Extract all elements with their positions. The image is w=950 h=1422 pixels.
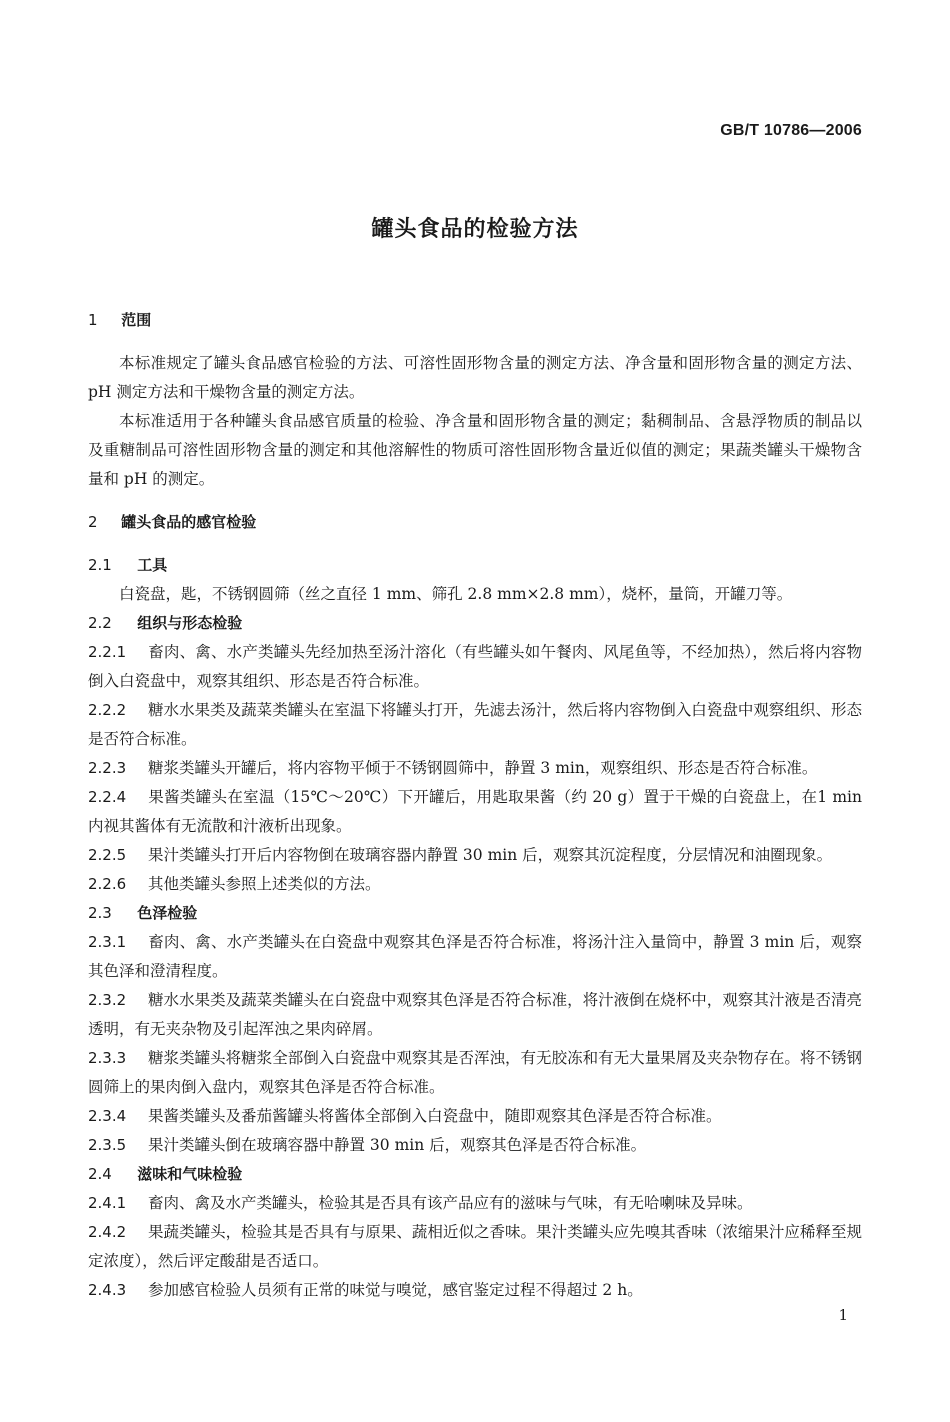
paragraph: 本标准规定了罐头食品感官检验的方法、可溶性固形物含量的测定方法、净含量和固形物含量的测定方法、pH 测定方法和干燥物含量的测定方法。	[88, 354, 862, 401]
clause-2-2-4	[88, 783, 862, 841]
clause-number: 2.3.4	[88, 1107, 127, 1125]
clause-2-4-3	[88, 1276, 862, 1305]
clause-text: 果酱类罐头及番茄酱罐头将酱体全部倒入白瓷盘中，随即观察其色泽是否符合标准。	[148, 1107, 722, 1125]
section-number: 2	[88, 513, 98, 531]
clause-text: 糖水水果类及蔬菜类罐头在白瓷盘中观察其色泽是否符合标准，将汁液倒在烧杯中，观察其汁液是否清亮透明，有无夹杂物及引起浑浊之果肉碎屑。	[88, 991, 862, 1038]
clause-2-2-1	[88, 638, 862, 696]
clause-2-2-5	[88, 841, 862, 870]
section-title: 范围	[121, 311, 152, 329]
section-title: 组织与形态检验	[137, 614, 243, 632]
clause-text: 果蔬类罐头，检验其是否具有与原果、蔬相近似之香味。果汁类罐头应先嗅其香味（浓缩果汁应稀释至规定浓度），然后评定酸甜是否适口。	[88, 1223, 862, 1270]
clause-number: 2.2.1	[88, 643, 127, 661]
clause-number: 2.4.1	[88, 1194, 127, 1212]
paragraph: 本标准适用于各种罐头食品感官质量的检验、净含量和固形物含量的测定；黏稠制品、含悬浮物质的制品以及重糖制品可溶性固形物含量的测定和其他溶解性的物质可溶性固形物含量近似值的测定；果蔬类罐头干燥物含量和 pH 的测定。	[88, 412, 862, 488]
standard-code: GB/T 10786—2006	[720, 122, 862, 139]
subsection-2-4-heading	[88, 1160, 862, 1189]
clause-text: 糖浆类罐头将糖浆全部倒入白瓷盘中观察其是否浑浊，有无胶冻和有无大量果屑及夹杂物存在。将不锈钢圆筛上的果肉倒入盘内，观察其色泽是否符合标准。	[88, 1049, 862, 1096]
clause-text: 果酱类罐头在室温（15℃～20℃）下开罐后，用匙取果酱（约 20 g）置于干燥的白瓷盘上，在1 min 内视其酱体有无流散和汁液析出现象。	[88, 788, 862, 835]
clause-number: 2.2.5	[88, 846, 127, 864]
clause-text: 其他类罐头参照上述类似的方法。	[148, 875, 381, 893]
clause-text: 畜肉、禽、水产类罐头在白瓷盘中观察其色泽是否符合标准，将汤汁注入量筒中，静置 3 min 后，观察其色泽和澄清程度。	[88, 933, 862, 980]
clause-2-3-4	[88, 1102, 862, 1131]
clause-text: 畜肉、禽、水产类罐头先经加热至汤汁溶化（有些罐头如午餐肉、风尾鱼等，不经加热），然后将内容物倒入白瓷盘中，观察其组织、形态是否符合标准。	[88, 643, 862, 690]
section-1-heading	[88, 306, 862, 335]
section-number: 2.2	[88, 614, 112, 632]
section-2-heading	[88, 508, 862, 537]
clause-number: 2.3.2	[88, 991, 127, 1009]
section-title: 色泽检验	[137, 904, 198, 922]
clause-number: 2.2.2	[88, 701, 127, 719]
clause-text: 糖浆类罐头开罐后，将内容物平倾于不锈钢圆筛中，静置 3 min，观察组织、形态是否符合标准。	[148, 759, 818, 777]
clause-number: 2.3.1	[88, 933, 127, 951]
clause-2-3-1	[88, 928, 862, 986]
clause-number: 2.2.4	[88, 788, 127, 806]
section-number: 2.1	[88, 556, 112, 574]
clause-number: 2.3.3	[88, 1049, 127, 1067]
subsection-2-2-heading	[88, 609, 862, 638]
clause-2-3-2	[88, 986, 862, 1044]
clause-2-3-5	[88, 1131, 862, 1160]
clause-text: 畜肉、禽及水产类罐头，检验其是否具有该产品应有的滋味与气味，有无哈喇味及异味。	[148, 1194, 753, 1212]
clause-text: 果汁类罐头打开后内容物倒在玻璃容器内静置 30 min 后，观察其沉淀程度，分层情况和油圈现象。	[148, 846, 833, 864]
section-number: 2.4	[88, 1165, 112, 1183]
section-number: 1	[88, 311, 98, 329]
paragraph: 白瓷盘，匙，不锈钢圆筛（丝之直径 1 mm、筛孔 2.8 mm×2.8 mm），烧杯，量筒，开罐刀等。	[119, 585, 793, 603]
section-title: 罐头食品的感官检验	[121, 513, 257, 531]
clause-2-2-6	[88, 870, 862, 899]
section-title: 滋味和气味检验	[137, 1165, 243, 1183]
clause-2-4-1	[88, 1189, 862, 1218]
clause-number: 2.4.2	[88, 1223, 127, 1241]
clause-text: 果汁类罐头倒在玻璃容器中静置 30 min 后，观察其色泽是否符合标准。	[148, 1136, 647, 1154]
clause-2-4-2	[88, 1218, 862, 1276]
section-title: 工具	[137, 556, 168, 574]
document-body	[88, 300, 862, 1305]
clause-text: 糖水水果类及蔬菜类罐头在室温下将罐头打开，先滤去汤汁，然后将内容物倒入白瓷盘中观察组织、形态是否符合标准。	[88, 701, 862, 748]
clause-2-2-2	[88, 696, 862, 754]
clause-2-3-3	[88, 1044, 862, 1102]
clause-number: 2.4.3	[88, 1281, 127, 1299]
section-number: 2.3	[88, 904, 112, 922]
clause-2-2-3	[88, 754, 862, 783]
clause-number: 2.2.3	[88, 759, 127, 777]
clause-number: 2.2.6	[88, 875, 127, 893]
document-title: 罐头食品的检验方法	[371, 217, 579, 242]
subsection-2-1-heading	[88, 551, 862, 580]
page-number: 1	[838, 1306, 848, 1324]
clause-text: 参加感官检验人员须有正常的味觉与嗅觉，感官鉴定过程不得超过 2 h。	[148, 1281, 643, 1299]
subsection-2-3-heading	[88, 899, 862, 928]
clause-number: 2.3.5	[88, 1136, 127, 1154]
